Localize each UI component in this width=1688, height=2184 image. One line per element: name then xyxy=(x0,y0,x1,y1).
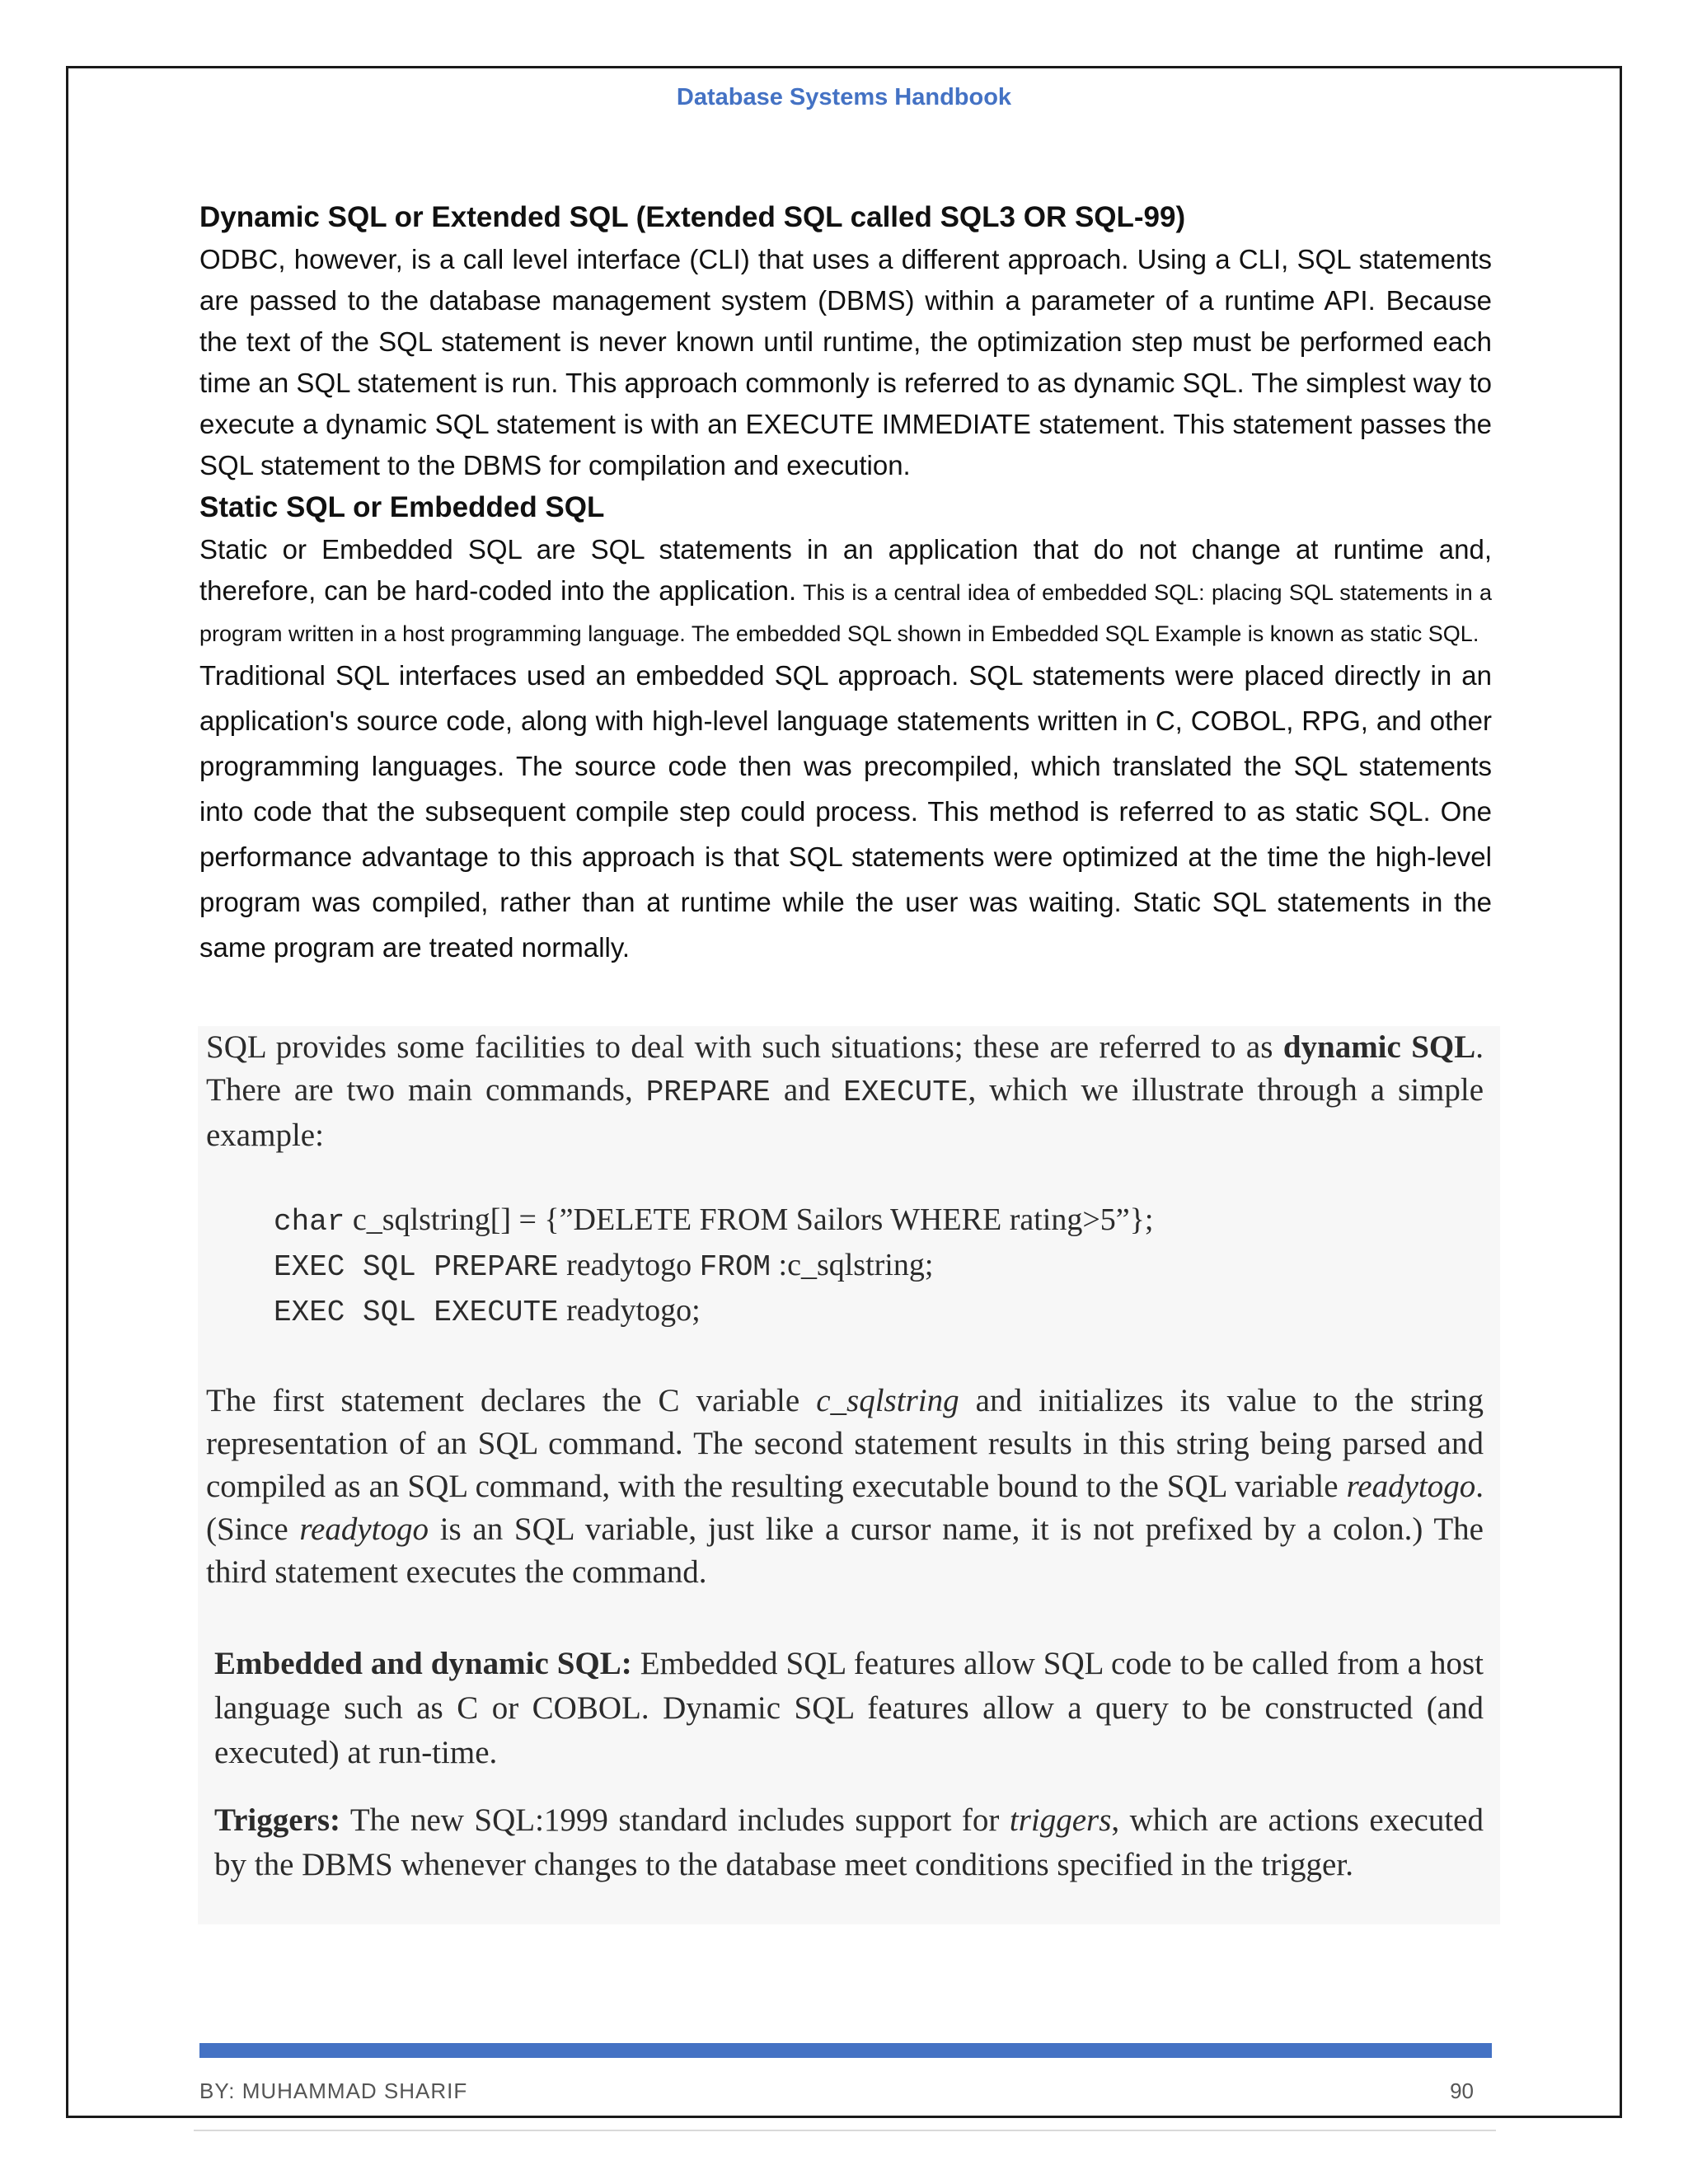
summary-triggers xyxy=(214,1798,1484,1887)
code-line-3-keyword: EXEC SQL EXECUTE xyxy=(274,1296,559,1329)
code-line-1 xyxy=(274,1198,1484,1244)
scan-intro-text-d: , which we illustrate through a simple example: xyxy=(206,1072,1484,1153)
scan-explain-text-a: The first statement declares the C variable xyxy=(206,1383,817,1418)
footer-rule xyxy=(199,2043,1492,2058)
scan-explain-var-readytogo: readytogo xyxy=(1346,1469,1476,1504)
paragraph-traditional-sql: Traditional SQL interfaces used an embedded SQL approach. SQL statements were placed directly in an application's source code, along with high-level language statements written in C, COBOL, RPG, and other programming languages. The source code then was precompiled, which translated the SQL statements into code that the subsequent compile step could process. This method is referred to as static SQL. One performance advantage to this approach is that SQL statements were optimized at the time the high-level program was compiled, rather than at runtime while the user was waiting. Static SQL statements in the same program are treated normally. xyxy=(199,660,1492,963)
summary-triggers-label: Triggers: xyxy=(214,1802,341,1838)
code-example xyxy=(274,1198,1484,1334)
code-line-2-keyword: EXEC SQL PREPARE xyxy=(274,1250,559,1284)
footer-author: BY: MUHAMMAD SHARIF xyxy=(199,2079,468,2103)
scan-explain-text-c: . (Since xyxy=(206,1469,1484,1547)
page-number: 90 xyxy=(1450,2079,1474,2103)
paragraph-static-sql xyxy=(199,529,1492,653)
paragraph-dynamic-sql: ODBC, however, is a call level interface (CLI) that uses a different approach. Using a CLI, SQL statements are passed to the database management system (DBMS) within a parameter of a runtime API. Because the text of the SQL statement is never known until runtime, the optimization step must be performed each time an SQL statement is run. This approach commonly is referred to as dynamic SQL. The simplest way to execute a dynamic SQL statement is with an EXECUTE IMMEDIATE statement. This statement passes the SQL statement to the DBMS for compilation and execution. xyxy=(199,244,1492,480)
code-line-2-keyword-from: FROM xyxy=(699,1250,771,1284)
section-heading-dynamic-sql: Dynamic SQL or Extended SQL (Extended SQL called SQL3 OR SQL-99) xyxy=(199,201,1186,233)
paragraph-static-sql-lead: Static or Embedded SQL are SQL statements in an application that do not change at runtime and, therefore, can be hard-coded into the application. xyxy=(199,534,1492,606)
scan-intro-text-a: SQL provides some facilities to deal with such situations; these are referred to as xyxy=(206,1029,1283,1065)
scan-intro-cmd-execute: EXECUTE xyxy=(843,1076,968,1109)
code-line-1-rest: c_sqlstring[] = {”DELETE FROM Sailors WHERE rating>5”}; xyxy=(345,1202,1154,1237)
scanned-text-body xyxy=(206,1026,1484,1887)
code-line-1-keyword: char xyxy=(274,1205,345,1239)
summary-embedded-text: Embedded SQL features allow SQL code to be called from a host language such as C or COBOL. Dynamic SQL features allow a query to be constructed (and executed) at run-time. xyxy=(214,1646,1484,1770)
scan-intro-cmd-prepare: PREPARE xyxy=(645,1076,771,1109)
code-line-3 xyxy=(274,1289,1484,1334)
scan-explain-var-readytogo-2: readytogo xyxy=(299,1511,429,1547)
scanned-textbook-excerpt xyxy=(198,1026,1500,1924)
scan-intro-text-b: . There are two main commands, xyxy=(206,1029,1484,1108)
scan-intro-bold: dynamic SQL xyxy=(1282,1029,1476,1065)
code-line-2-rest: :c_sqlstring; xyxy=(771,1248,934,1282)
scan-intro-paragraph xyxy=(206,1026,1484,1157)
code-line-3-rest: readytogo; xyxy=(558,1293,701,1328)
summary-embedded-dynamic-sql xyxy=(214,1642,1484,1775)
scan-explain-var-sqlstring: c_sqlstring xyxy=(816,1383,959,1418)
summary-embedded-label: Embedded and dynamic SQL: xyxy=(214,1646,632,1681)
scan-explanation-paragraph xyxy=(206,1380,1484,1594)
summary-triggers-text-a: The new SQL:1999 standard includes support for xyxy=(340,1802,1010,1838)
summary-triggers-text-b: , which are actions executed by the DBMS whenever changes to the database meet conditions specified in the trigger. xyxy=(214,1802,1484,1882)
scan-explain-text-b: and initializes its value to the string representation of an SQL command. The second statement results in this string being parsed and compiled as an SQL command, with the resulting executable bound to the SQL variable xyxy=(206,1383,1484,1504)
paragraph-static-sql-small: This is a central idea of embedded SQL: placing SQL statements in a program written in a host programming language. The embedded SQL shown in Embedded SQL Example is known as static SQL. xyxy=(199,580,1492,646)
running-header: Database Systems Handbook xyxy=(676,84,1012,110)
bottom-divider xyxy=(194,2130,1496,2131)
main-content xyxy=(199,196,1492,970)
scan-intro-text-c: and xyxy=(770,1072,844,1108)
section-heading-static-sql: Static SQL or Embedded SQL xyxy=(199,491,605,523)
summary-triggers-italic: triggers xyxy=(1009,1802,1112,1838)
scan-explain-text-d: is an SQL variable, just like a cursor name, it is not prefixed by a colon.) The third statement executes the command. xyxy=(206,1511,1484,1590)
code-line-2 xyxy=(274,1244,1484,1289)
code-line-2-mid: readytogo xyxy=(558,1248,700,1282)
